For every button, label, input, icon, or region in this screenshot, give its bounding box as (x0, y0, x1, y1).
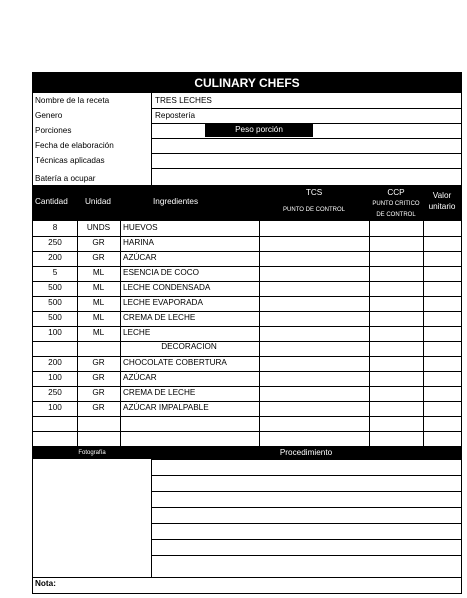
info-row-line (151, 168, 461, 169)
table-row-line (33, 401, 461, 402)
decoracion-row-ingrediente: AZÚCAR (123, 373, 157, 382)
header-unidad: Unidad (85, 197, 111, 206)
ingredient-row-cantidad: 500 (48, 298, 62, 307)
info-row-line (151, 108, 461, 109)
table-row-line (33, 281, 461, 282)
table-row-line (33, 326, 461, 327)
decoracion-row-ingrediente: AZÚCAR IMPALPABLE (123, 403, 209, 412)
header-ingredientes: Ingredientes (153, 197, 199, 206)
receta-value: TRES LECHES (155, 96, 212, 105)
ingredient-row-ingrediente: CREMA DE LECHE (123, 313, 196, 322)
decoracion-row-unidad: GR (92, 373, 105, 382)
ingredient-row-unidad: ML (92, 328, 105, 337)
ingredient-row-cantidad: 100 (48, 328, 62, 337)
ingredient-row-cantidad: 500 (48, 283, 62, 292)
info-column-divider (151, 93, 152, 185)
procedimiento-header-bar (33, 447, 461, 459)
receta-label: Nombre de la receta (35, 96, 110, 105)
ingredient-row-ingrediente: LECHE (123, 328, 151, 337)
table-row-line (33, 356, 461, 357)
header-unitario: unitario (428, 202, 456, 211)
table-row-line (33, 251, 461, 252)
header-tcs: TCS (305, 188, 323, 197)
decoracion-row-cantidad: 200 (48, 358, 62, 367)
ingredient-row-ingrediente: HUEVOS (123, 223, 158, 232)
page-title: CULINARY CHEFS (194, 76, 300, 90)
table-column-line (259, 221, 260, 447)
nota-line (33, 577, 461, 578)
decoracion-row-cantidad: 100 (48, 373, 62, 382)
fecha-label: Fecha de elaboración (35, 141, 114, 150)
decoracion-row-ingrediente: CREMA DE LECHE (123, 388, 196, 397)
procedimiento-line (151, 555, 461, 556)
header-cantidad: Cantidad (35, 197, 68, 206)
decoracion-row-unidad: GR (92, 358, 105, 367)
table-row-line (33, 416, 461, 417)
decoracion-row-cantidad: 100 (48, 403, 62, 412)
ingredient-row-unidad: GR (92, 253, 105, 262)
procedimiento-line (151, 523, 461, 524)
ingredient-row-cantidad: 200 (48, 253, 62, 262)
ingredient-row-ingrediente: LECHE EVAPORADA (123, 298, 203, 307)
decoracion-row-unidad: GR (92, 388, 105, 397)
header-valor: Valor (432, 191, 452, 200)
ingredient-row-unidad: ML (92, 298, 105, 307)
table-header (33, 185, 461, 221)
table-row-line (33, 311, 461, 312)
header-tcs-sub: PUNTO DE CONTROL (283, 207, 345, 213)
table-column-line (423, 221, 424, 447)
info-row-line (151, 153, 461, 154)
ingredient-row-cantidad: 5 (52, 268, 58, 277)
procedimiento-label: Procedimiento (279, 448, 333, 457)
procedimiento-line (151, 507, 461, 508)
procedimiento-line (151, 459, 461, 460)
header-ccp-sub1: PUNTO CRITICO (372, 201, 420, 207)
title-bar (33, 73, 461, 93)
table-row-line (33, 296, 461, 297)
table-row-line (33, 236, 461, 237)
decoracion-row-ingrediente: CHOCOLATE COBERTURA (123, 358, 227, 367)
ingredient-row-ingrediente: HARINA (123, 238, 154, 247)
porciones-label: Porciones (35, 126, 72, 135)
table-row-line (33, 446, 461, 447)
ingredient-row-unidad: ML (92, 313, 105, 322)
decoracion-row-cantidad: 250 (48, 388, 62, 397)
table-row-line (33, 371, 461, 372)
bateria-label: Batería a ocupar (35, 174, 96, 183)
recipe-sheet (32, 72, 462, 594)
genero-value: Repostería (155, 111, 196, 120)
genero-label: Genero (35, 111, 63, 120)
table-row-line (33, 431, 461, 432)
ingredient-row-cantidad: 500 (48, 313, 62, 322)
ingredient-row-ingrediente: LECHE CONDENSADA (123, 283, 211, 292)
table-column-line (369, 221, 370, 447)
table-row-line (33, 341, 461, 342)
procedimiento-line (151, 475, 461, 476)
ingredient-row-unidad: ML (92, 283, 105, 292)
ingredient-row-ingrediente: ESENCIA DE COCO (123, 268, 199, 277)
info-row-line (151, 123, 461, 124)
ingredient-row-ingrediente: AZÚCAR (123, 253, 157, 262)
fotografia-divider (151, 459, 152, 577)
peso-porcion-label: Peso porción (235, 125, 283, 134)
procedimiento-line (151, 491, 461, 492)
ingredient-row-unidad: ML (92, 268, 105, 277)
ingredient-row-unidad: UNDS (86, 223, 111, 232)
header-ccp: CCP (387, 188, 405, 197)
header-ccp-sub2: DE CONTROL (376, 212, 416, 218)
peso-porcion-box (205, 123, 313, 137)
table-row-line (33, 266, 461, 267)
decoracion-label: DECORACION (161, 342, 217, 351)
ingredient-row-cantidad: 8 (52, 223, 58, 232)
info-row-line (151, 138, 461, 139)
ingredient-row-unidad: GR (92, 238, 105, 247)
table-column-line (120, 221, 121, 447)
tecnicas-label: Técnicas aplicadas (35, 156, 105, 165)
fotografia-label: Fotografía (78, 450, 106, 456)
table-row-line (33, 386, 461, 387)
nota-label: Nota: (35, 579, 56, 588)
ingredient-row-cantidad: 250 (48, 238, 62, 247)
decoracion-row-unidad: GR (92, 403, 105, 412)
procedimiento-line (151, 539, 461, 540)
